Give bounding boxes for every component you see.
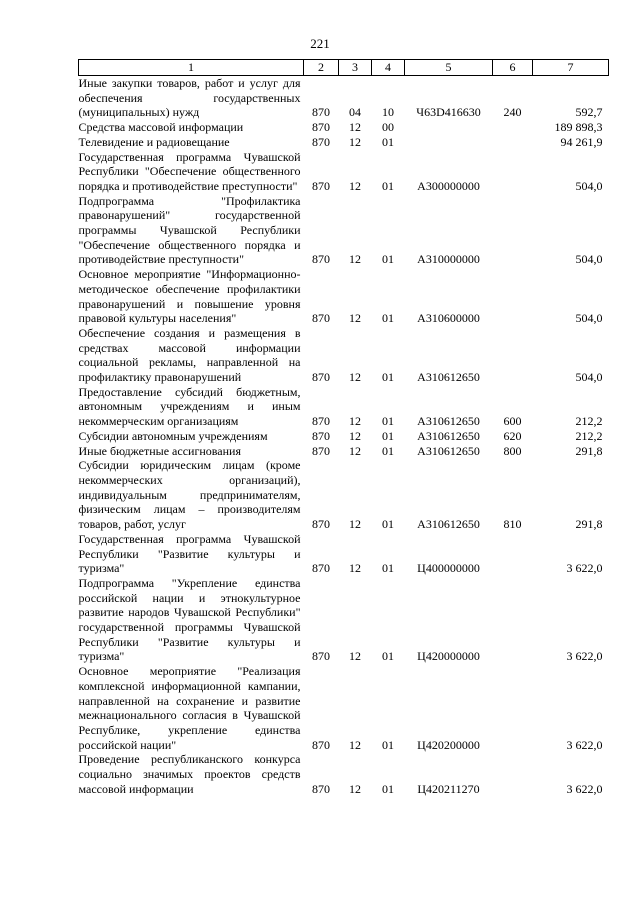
expense-type-code bbox=[493, 150, 533, 194]
item-name: Иные закупки товаров, работ и услуг для обеспечения государственных (муниципальных) нужд bbox=[78, 76, 301, 120]
target-article-code: А310612650 bbox=[417, 517, 480, 532]
item-name: Государственная программа Чувашской Республики "Развитие культуры и туризма" bbox=[78, 531, 301, 576]
header-col-5: 5 bbox=[405, 60, 493, 76]
target-article-code: Ц400000000 bbox=[417, 561, 480, 576]
target-article-code: Ц420000000 bbox=[417, 649, 480, 664]
item-name: Средства массовой информации bbox=[78, 120, 244, 135]
section-code: 12 bbox=[349, 428, 361, 443]
table-row bbox=[79, 267, 609, 326]
item-name: Субсидии автономным учреждениям bbox=[78, 428, 268, 443]
item-name: Подпрограмма "Профилактика правонарушений" государственной программы Чувашской Республики "Обеспечение общественного порядка и противодействие преступности" bbox=[78, 193, 301, 267]
amount: 504,0 bbox=[575, 370, 603, 385]
amount: 504,0 bbox=[575, 178, 603, 193]
expense-type-code: 620 bbox=[503, 428, 522, 443]
expense-type-code bbox=[493, 120, 533, 135]
subsection-code: 01 bbox=[382, 252, 394, 267]
expense-type-code: 810 bbox=[503, 517, 522, 532]
ministry-code: 870 bbox=[312, 134, 330, 149]
ministry-code: 870 bbox=[312, 414, 330, 429]
section-code: 12 bbox=[349, 781, 361, 796]
ministry-code: 870 bbox=[312, 370, 330, 385]
target-article-code: А300000000 bbox=[417, 178, 480, 193]
table-body bbox=[79, 76, 609, 797]
ministry-code: 870 bbox=[312, 105, 330, 120]
section-code: 12 bbox=[349, 370, 361, 385]
subsection-code: 01 bbox=[382, 414, 394, 429]
budget-table bbox=[78, 59, 609, 796]
header-col-4: 4 bbox=[372, 60, 405, 76]
ministry-code: 870 bbox=[312, 428, 330, 443]
table-row bbox=[79, 194, 609, 268]
section-code: 12 bbox=[349, 517, 361, 532]
target-article-code: А310612650 bbox=[417, 414, 480, 429]
subsection-code: 01 bbox=[382, 134, 394, 149]
subsection-code: 00 bbox=[382, 120, 394, 135]
column-number-header bbox=[79, 60, 609, 76]
subsection-code: 10 bbox=[382, 105, 394, 120]
subsection-code: 01 bbox=[382, 311, 394, 326]
item-name: Основное мероприятие "Информационно-методическое обеспечение профилактики правонарушений и повышение уровня правовой культуры населения" bbox=[78, 267, 301, 326]
subsection-code: 01 bbox=[382, 781, 394, 796]
expense-type-code bbox=[493, 267, 533, 326]
table-row bbox=[79, 429, 609, 444]
page-number: 221 bbox=[310, 36, 330, 51]
ministry-code: 870 bbox=[312, 737, 330, 752]
table-row bbox=[79, 458, 609, 532]
ministry-code: 870 bbox=[312, 649, 330, 664]
target-article-code: Ц420211270 bbox=[417, 781, 480, 796]
ministry-code: 870 bbox=[312, 120, 330, 135]
table-row bbox=[79, 135, 609, 150]
expense-type-code: 240 bbox=[503, 105, 522, 120]
ministry-code: 870 bbox=[312, 517, 330, 532]
item-name: Государственная программа Чувашской Республики "Обеспечение общественного порядка и противодействие преступности" bbox=[78, 149, 301, 193]
amount: 291,8 bbox=[575, 443, 603, 458]
expense-type-code bbox=[493, 135, 533, 150]
header-col-1: 1 bbox=[79, 60, 304, 76]
item-name: Обеспечение создания и размещения в средствах массовой информации социальной рекламы, направленной на профилактику правонарушений bbox=[78, 325, 301, 385]
section-code: 04 bbox=[349, 105, 361, 120]
ministry-code: 870 bbox=[312, 178, 330, 193]
subsection-code: 01 bbox=[382, 649, 394, 664]
expense-type-code: 800 bbox=[503, 443, 522, 458]
target-article-code: А310000000 bbox=[417, 252, 480, 267]
subsection-code: 01 bbox=[382, 443, 394, 458]
ministry-code: 870 bbox=[312, 561, 330, 576]
item-name: Предоставление субсидий бюджетным, автономным учреждениям и иным некоммерческим организациям bbox=[78, 384, 301, 429]
item-name: Проведение республиканского конкурса социально значимых проектов средств массовой информации bbox=[78, 752, 301, 796]
expense-type-code bbox=[493, 576, 533, 664]
section-code: 12 bbox=[349, 649, 361, 664]
subsection-code: 01 bbox=[382, 561, 394, 576]
amount: 592,7 bbox=[575, 105, 603, 120]
table-row bbox=[79, 150, 609, 194]
item-name: Иные бюджетные ассигнования bbox=[78, 443, 241, 458]
target-article-code: Ц420200000 bbox=[417, 737, 480, 752]
section-code: 12 bbox=[349, 178, 361, 193]
expense-type-code bbox=[493, 194, 533, 268]
table-row bbox=[79, 120, 609, 135]
section-code: 12 bbox=[349, 414, 361, 429]
section-code: 12 bbox=[349, 134, 361, 149]
expense-type-code bbox=[493, 752, 533, 796]
target-article-code: А310600000 bbox=[417, 311, 480, 326]
section-code: 12 bbox=[349, 252, 361, 267]
target-article-code: А310612650 bbox=[417, 443, 480, 458]
ministry-code: 870 bbox=[312, 781, 330, 796]
target-article-code bbox=[405, 120, 493, 135]
expense-type-code: 600 bbox=[503, 414, 522, 429]
target-article-code bbox=[405, 135, 493, 150]
item-name: Основное мероприятие "Реализация комплексной информационной кампании, направленной на сохранение и развитие межнационального согласия в Чувашской Республике, укрепление единства российской нации" bbox=[78, 664, 301, 752]
section-code: 12 bbox=[349, 561, 361, 576]
header-col-7: 7 bbox=[533, 60, 609, 76]
table-row bbox=[79, 326, 609, 385]
expense-type-code bbox=[493, 532, 533, 576]
amount: 504,0 bbox=[575, 252, 603, 267]
table-row bbox=[79, 76, 609, 121]
ministry-code: 870 bbox=[312, 252, 330, 267]
table-row bbox=[79, 576, 609, 664]
header-col-2: 2 bbox=[304, 60, 339, 76]
table-row bbox=[79, 664, 609, 752]
amount: 3 622,0 bbox=[566, 561, 603, 576]
amount: 94 261,9 bbox=[560, 134, 603, 149]
ministry-code: 870 bbox=[312, 311, 330, 326]
target-article-code: Ч63D416630 bbox=[416, 105, 481, 120]
subsection-code: 01 bbox=[382, 178, 394, 193]
amount: 189 898,3 bbox=[554, 120, 603, 135]
expense-type-code bbox=[493, 326, 533, 385]
section-code: 12 bbox=[349, 120, 361, 135]
table-row bbox=[79, 752, 609, 796]
amount: 3 622,0 bbox=[566, 649, 603, 664]
subsection-code: 01 bbox=[382, 428, 394, 443]
subsection-code: 01 bbox=[382, 370, 394, 385]
subsection-code: 01 bbox=[382, 737, 394, 752]
amount: 291,8 bbox=[575, 517, 603, 532]
subsection-code: 01 bbox=[382, 517, 394, 532]
item-name: Подпрограмма "Укрепление единства российской нации и этнокультурное развитие народов Чувашской Республики" государственной программы Чувашской Республики "Развитие культуры и туризма" bbox=[78, 575, 301, 664]
amount: 212,2 bbox=[575, 414, 603, 429]
ministry-code: 870 bbox=[312, 443, 330, 458]
table-row bbox=[79, 532, 609, 576]
header-col-3: 3 bbox=[339, 60, 372, 76]
table-row bbox=[79, 444, 609, 459]
amount: 3 622,0 bbox=[566, 737, 603, 752]
section-code: 12 bbox=[349, 311, 361, 326]
section-code: 12 bbox=[349, 443, 361, 458]
amount: 504,0 bbox=[575, 311, 603, 326]
amount: 3 622,0 bbox=[566, 781, 603, 796]
header-col-6: 6 bbox=[493, 60, 533, 76]
amount: 212,2 bbox=[575, 428, 603, 443]
target-article-code: А310612650 bbox=[417, 370, 480, 385]
section-code: 12 bbox=[349, 737, 361, 752]
target-article-code: А310612650 bbox=[417, 428, 480, 443]
item-name: Субсидии юридическим лицам (кроме некоммерческих организаций), индивидуальным предпринимателям, физическим лицам – производителям товаров, работ, услуг bbox=[78, 458, 301, 532]
expense-type-code bbox=[493, 664, 533, 752]
item-name: Телевидение и радиовещание bbox=[78, 134, 230, 149]
table-row bbox=[79, 385, 609, 429]
